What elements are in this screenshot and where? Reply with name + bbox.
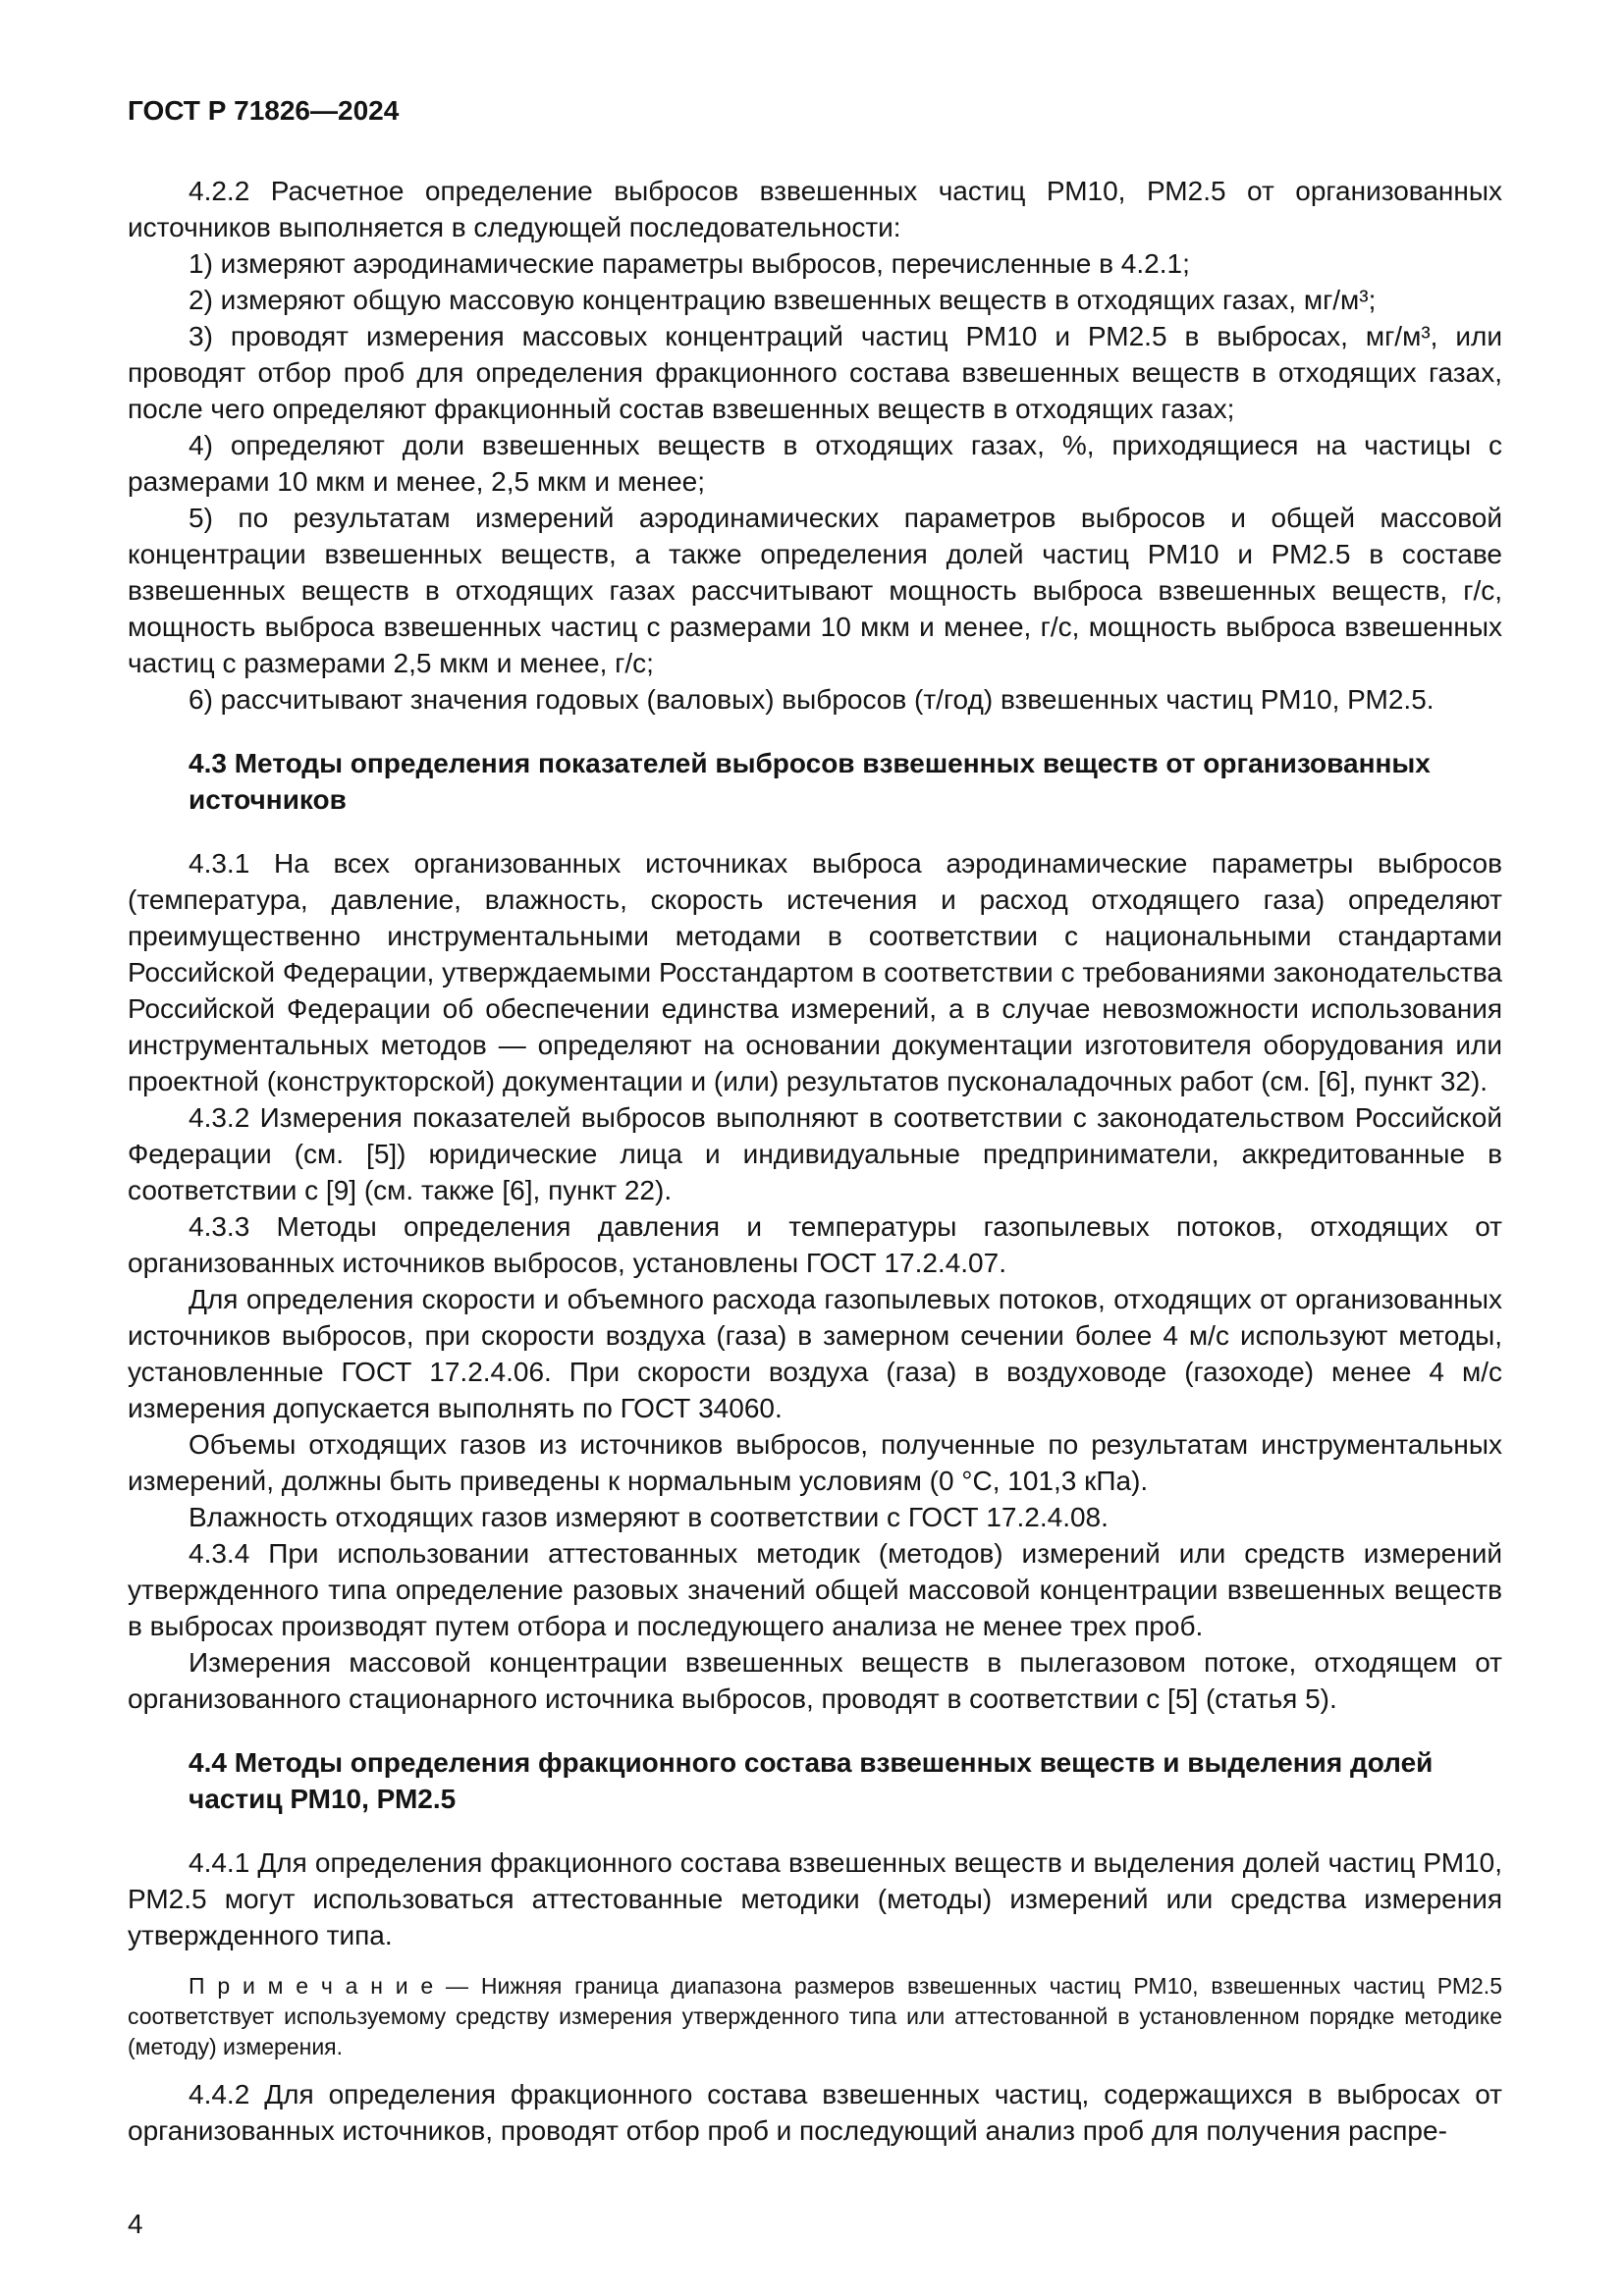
list-item-5: 5) по результатам измерений аэродинамических параметров выбросов и общей массовой концентрации взвешенных веществ, а также определения долей частиц РМ10 и РМ2.5 в составе взвешенных веществ в отходящих газах рассчитывают мощность выброса взвешенных веществ, г/с, мощность выброса взвешенных частиц с размерами 10 мкм и менее, г/с, мощность выброса взвешенных частиц с размерами 2,5 мкм и менее, г/с; — [128, 503, 1502, 678]
para-4-3-3-cont-2: Объемы отходящих газов из источников выбросов, полученные по результатам инструментальных измерений, должны быть приведены к нормальным условиям (0 °С, 101,3 кПа). — [128, 1429, 1502, 1496]
note-paragraph: П р и м е ч а н и е — Нижняя граница диапазона размеров взвешенных частиц РМ10, взвешенных частиц РМ2.5 соответствует используемому средству измерения утвержденного типа или аттестованной в установленном порядке методике (методу) измерения. — [128, 1973, 1502, 2059]
para-4-3-3: 4.3.3 Методы определения давления и температуры газопылевых потоков, отходящих от организованных источников выбросов, установлены ГОСТ 17.2.4.07. — [128, 1211, 1502, 1278]
list-item-4: 4) определяют доли взвешенных веществ в отходящих газах, %, приходящиеся на частицы с размерами 10 мкм и менее, 2,5 мкм и менее; — [128, 430, 1502, 497]
para-4-4-2: 4.4.2 Для определения фракционного состава взвешенных частиц, содержащихся в выбросах от организованных источников, проводят отбор проб и последующий анализ проб для получения распре- — [128, 2079, 1502, 2146]
section-heading-4-4: 4.4 Методы определения фракционного состава взвешенных веществ и выделения долей частиц РМ10, РМ2.5 — [189, 1747, 1434, 1814]
para-4-2-2: 4.2.2 Расчетное определение выбросов взвешенных частиц РМ10, РМ2.5 от организованных источников выполняется в следующей последовательности: — [128, 176, 1502, 242]
para-4-3-3-cont-1: Для определения скорости и объемного расхода газопылевых потоков, отходящих от организованных источников выбросов, при скорости воздуха (газа) в замерном сечении более 4 м/с используют методы, установленные ГОСТ 17.2.4.06. При скорости воздуха (газа) в воздуховоде (газоходе) менее 4 м/с измерения допускается выполнять по ГОСТ 34060. — [128, 1284, 1502, 1423]
list-item-2: 2) измеряют общую массовую концентрацию взвешенных веществ в отходящих газах, мг/м³; — [189, 285, 1377, 315]
running-header: ГОСТ Р 71826—2024 — [128, 95, 400, 126]
para-4-3-4-cont: Измерения массовой концентрации взвешенных веществ в пылегазовом потоке, отходящем от организованного стационарного источника выбросов, проводят в соответствии с [5] (статья 5). — [128, 1647, 1502, 1714]
para-4-3-1: 4.3.1 На всех организованных источниках выброса аэродинамические параметры выбросов (температура, давление, влажность, скорость истечения и расход отходящего газа) определяют преимущественно инструментальными методами в соответствии с национальными стандартами Российской Федерации, утверждаемыми Росстандартом в соответствии с требованиями законодательства Российской Федерации об обеспечении единства измерений, а в случае невозможности использования инструментальных методов — определяют на основании документации изготовителя оборудования или проектной (конструкторской) документации и (или) результатов пусконаладочных работ (см. [6], пункт 32). — [128, 848, 1502, 1096]
para-4-3-2: 4.3.2 Измерения показателей выбросов выполняют в соответствии с законодательством Российской Федерации (см. [5]) юридические лица и индивидуальные предприниматели, аккредитованные в соответствии с [9] (см. также [6], пункт 22). — [128, 1102, 1502, 1205]
section-heading-4-3: 4.3 Методы определения показателей выбросов взвешенных веществ от организованных источников — [189, 748, 1431, 815]
para-4-3-3-cont-3: Влажность отходящих газов измеряют в соответствии с ГОСТ 17.2.4.08. — [189, 1502, 1109, 1532]
list-item-3: 3) проводят измерения массовых концентраций частиц РМ10 и РМ2.5 в выбросах, мг/м³, или проводят отбор проб для определения фракционного состава взвешенных веществ в отходящих газах, после чего определяют фракционный состав взвешенных веществ в отходящих газах; — [128, 321, 1502, 424]
page-number: 4 — [128, 2209, 143, 2239]
para-4-4-1: 4.4.1 Для определения фракционного состава взвешенных веществ и выделения долей частиц РМ10, РМ2.5 могут использоваться аттестованные методики (методы) измерений или средства измерения утвержденного типа. — [128, 1847, 1502, 1950]
list-item-6: 6) рассчитывают значения годовых (валовых) выбросов (т/год) взвешенных частиц РМ10, РМ2.5. — [189, 684, 1435, 715]
list-item-1: 1) измеряют аэродинамические параметры выбросов, перечисленные в 4.2.1; — [189, 248, 1190, 279]
para-4-3-4: 4.3.4 При использовании аттестованных методик (методов) измерений или средств измерений утвержденного типа определение разовых значений общей массовой концентрации взвешенных веществ в выбросах производят путем отбора и последующего анализа не менее трех проб. — [128, 1538, 1502, 1641]
